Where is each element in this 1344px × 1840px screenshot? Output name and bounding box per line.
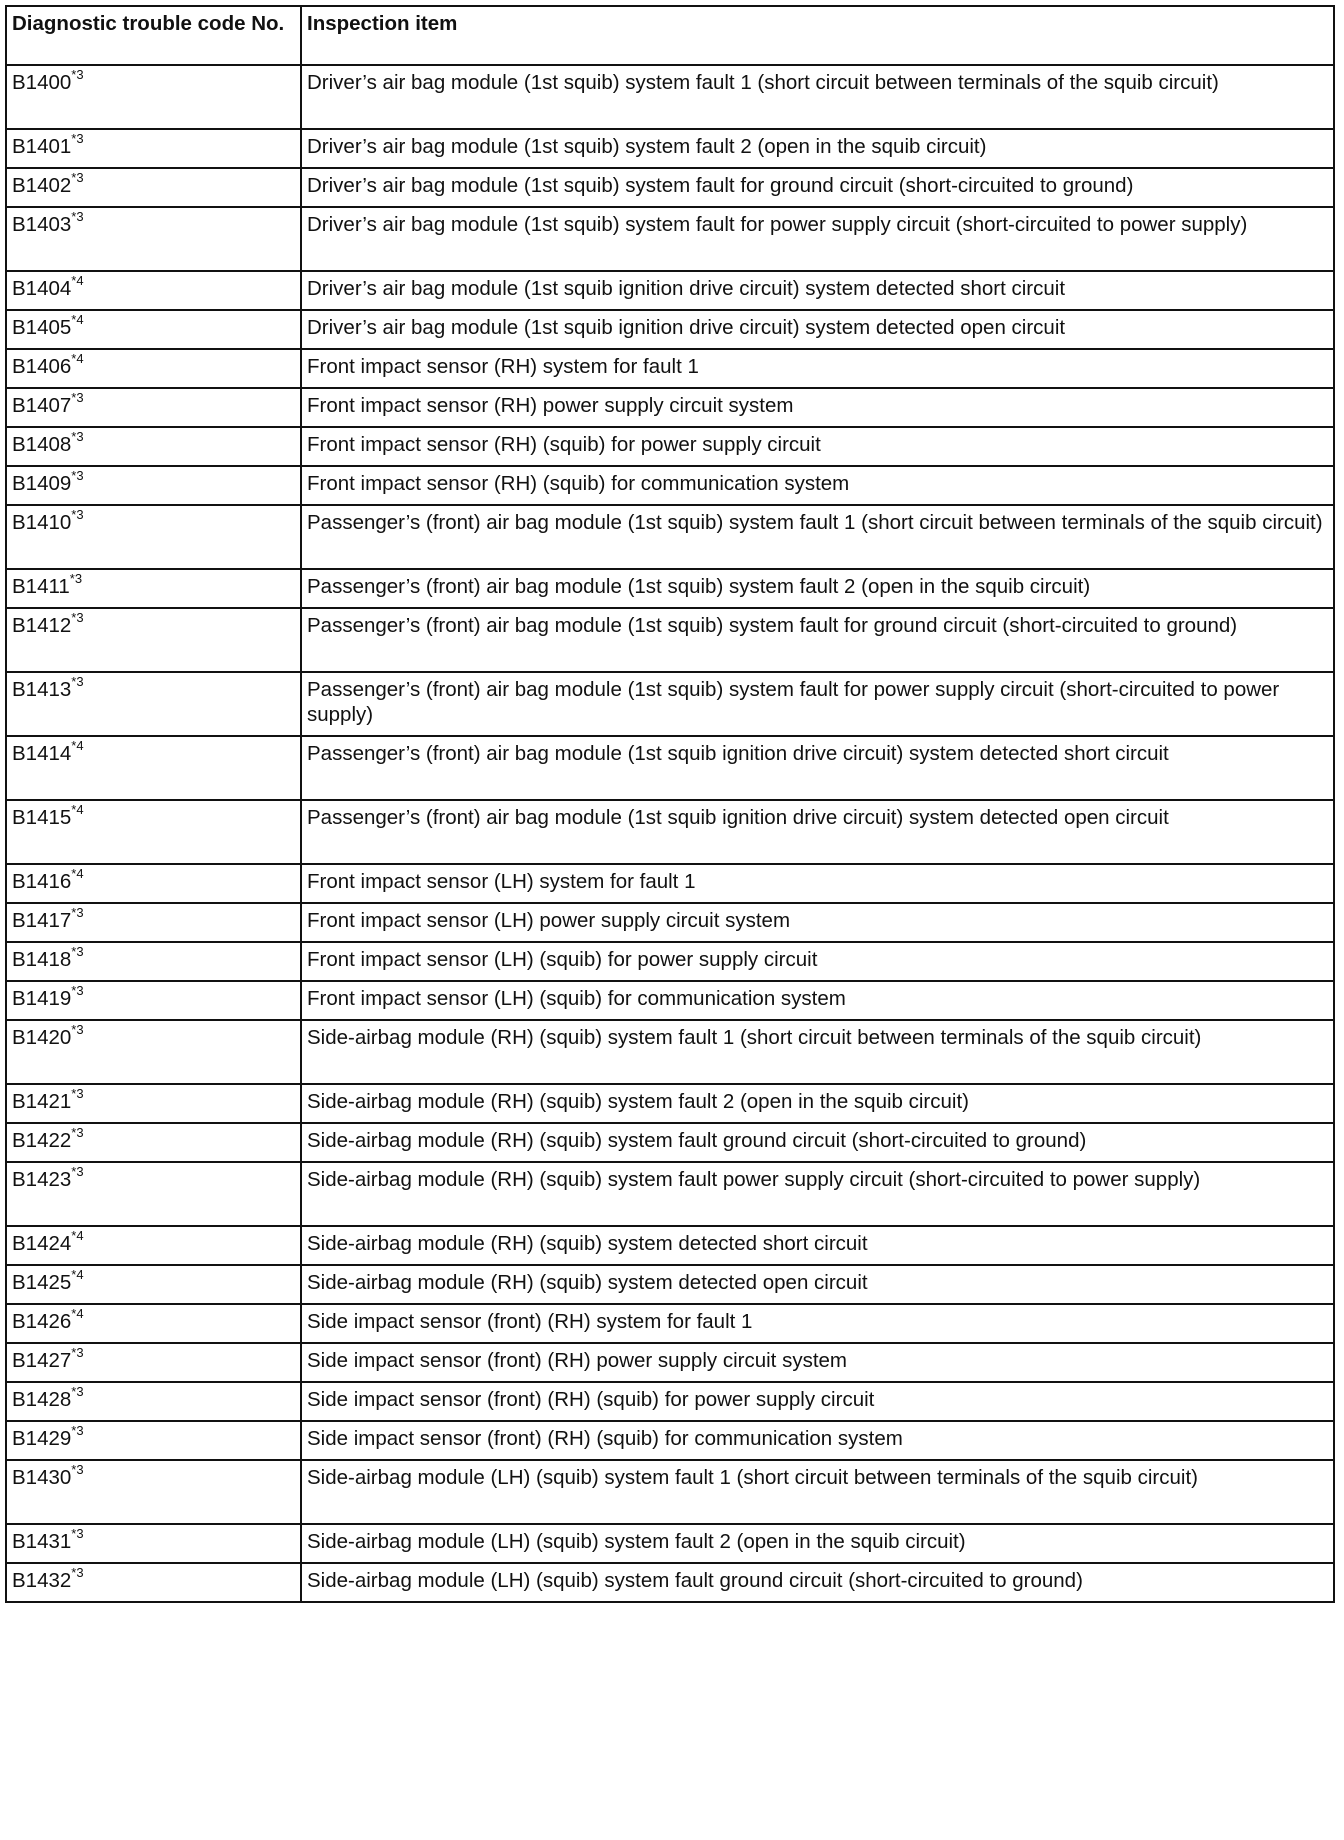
inspection-item: Side impact sensor (front) (RH) (squib) for power supply circuit — [301, 1382, 1334, 1421]
dtc-code-cell — [6, 1343, 301, 1382]
dtc-code: B1424 — [12, 1232, 72, 1255]
inspection-item: Side-airbag module (RH) (squib) system fault 1 (short circuit between terminals of the squib circuit) — [301, 1020, 1334, 1084]
inspection-item: Driver’s air bag module (1st squib ignition drive circuit) system detected short circuit — [301, 271, 1334, 310]
table-row — [6, 129, 1334, 168]
inspection-item: Side-airbag module (RH) (squib) system fault 2 (open in the squib circuit) — [301, 1084, 1334, 1123]
footnote-marker: *4 — [71, 312, 84, 328]
table-row — [6, 388, 1334, 427]
dtc-code-cell — [6, 207, 301, 271]
footnote-marker: *3 — [71, 1565, 84, 1581]
dtc-code-cell — [6, 1226, 301, 1265]
inspection-item: Driver’s air bag module (1st squib ignition drive circuit) system detected open circuit — [301, 310, 1334, 349]
inspection-item: Front impact sensor (LH) (squib) for power supply circuit — [301, 942, 1334, 981]
dtc-code: B1405 — [12, 316, 72, 339]
footnote-marker: *3 — [71, 170, 84, 186]
footnote-marker: *3 — [71, 674, 84, 690]
dtc-code: B1421 — [12, 1090, 72, 1113]
inspection-item: Front impact sensor (LH) (squib) for communication system — [301, 981, 1334, 1020]
table-body — [6, 65, 1334, 1602]
dtc-code: B1412 — [12, 614, 72, 637]
dtc-code: B1415 — [12, 806, 72, 829]
dtc-code: B1417 — [12, 909, 72, 932]
table-row — [6, 1304, 1334, 1343]
inspection-item: Passenger’s (front) air bag module (1st squib) system fault 1 (short circuit between terminals of the squib circuit) — [301, 505, 1334, 569]
inspection-item: Driver’s air bag module (1st squib) system fault for power supply circuit (short-circuited to power supply) — [301, 207, 1334, 271]
dtc-code: B1429 — [12, 1427, 72, 1450]
dtc-code-cell — [6, 1084, 301, 1123]
dtc-code: B1411 — [12, 575, 70, 598]
table-row — [6, 864, 1334, 903]
footnote-marker: *3 — [71, 507, 84, 523]
table-row — [6, 427, 1334, 466]
inspection-item: Front impact sensor (LH) system for fault 1 — [301, 864, 1334, 903]
inspection-item: Passenger’s (front) air bag module (1st squib ignition drive circuit) system detected short circuit — [301, 736, 1334, 800]
dtc-code: B1413 — [12, 678, 72, 701]
inspection-item: Side-airbag module (RH) (squib) system detected short circuit — [301, 1226, 1334, 1265]
table-row — [6, 1563, 1334, 1602]
inspection-item: Side-airbag module (LH) (squib) system fault 2 (open in the squib circuit) — [301, 1524, 1334, 1563]
inspection-item: Driver’s air bag module (1st squib) system fault 2 (open in the squib circuit) — [301, 129, 1334, 168]
dtc-code: B1419 — [12, 987, 72, 1010]
dtc-table — [5, 5, 1335, 1603]
table-row — [6, 736, 1334, 800]
footnote-marker: *3 — [69, 571, 83, 587]
dtc-code-cell — [6, 672, 301, 736]
table-row — [6, 1343, 1334, 1382]
dtc-code-cell — [6, 1304, 301, 1343]
footnote-marker: *4 — [71, 273, 84, 289]
table-row — [6, 1382, 1334, 1421]
footnote-marker: *3 — [71, 610, 84, 626]
inspection-item: Driver’s air bag module (1st squib) system fault for ground circuit (short-circuited to ground) — [301, 168, 1334, 207]
dtc-code-cell — [6, 310, 301, 349]
dtc-code-cell — [6, 981, 301, 1020]
table-row — [6, 65, 1334, 129]
table-row — [6, 1162, 1334, 1226]
dtc-code: B1414 — [12, 742, 72, 765]
dtc-code-cell — [6, 466, 301, 505]
dtc-code: B1432 — [12, 1569, 72, 1592]
dtc-code-cell — [6, 129, 301, 168]
table-row — [6, 1524, 1334, 1563]
inspection-item: Side impact sensor (front) (RH) power supply circuit system — [301, 1343, 1334, 1382]
table-row — [6, 1123, 1334, 1162]
dtc-code: B1422 — [12, 1129, 72, 1152]
dtc-code: B1410 — [12, 511, 72, 534]
dtc-code-cell — [6, 1123, 301, 1162]
inspection-item: Passenger’s (front) air bag module (1st squib) system fault 2 (open in the squib circuit) — [301, 569, 1334, 608]
dtc-code-cell — [6, 1020, 301, 1084]
inspection-item: Front impact sensor (LH) power supply circuit system — [301, 903, 1334, 942]
dtc-code: B1408 — [12, 433, 72, 456]
table-row — [6, 271, 1334, 310]
inspection-item: Front impact sensor (RH) system for fault 1 — [301, 349, 1334, 388]
dtc-code-cell — [6, 427, 301, 466]
dtc-code-cell — [6, 1460, 301, 1524]
dtc-code: B1407 — [12, 394, 72, 417]
table-row — [6, 1020, 1334, 1084]
dtc-code-cell — [6, 168, 301, 207]
dtc-code-cell — [6, 271, 301, 310]
footnote-marker: *3 — [71, 209, 84, 225]
footnote-marker: *3 — [71, 1164, 84, 1180]
table-row — [6, 1226, 1334, 1265]
table-row — [6, 505, 1334, 569]
footnote-marker: *3 — [71, 944, 84, 960]
table-row — [6, 168, 1334, 207]
dtc-code-cell — [6, 608, 301, 672]
table-row — [6, 800, 1334, 864]
dtc-code-cell — [6, 1162, 301, 1226]
dtc-code-cell — [6, 800, 301, 864]
footnote-marker: *3 — [71, 1384, 84, 1400]
dtc-code: B1430 — [12, 1466, 72, 1489]
inspection-item: Side-airbag module (RH) (squib) system fault ground circuit (short-circuited to ground) — [301, 1123, 1334, 1162]
dtc-code-cell — [6, 903, 301, 942]
footnote-marker: *3 — [71, 468, 84, 484]
table-row — [6, 466, 1334, 505]
dtc-code: B1418 — [12, 948, 72, 971]
table-row — [6, 1265, 1334, 1304]
table-row — [6, 608, 1334, 672]
dtc-code: B1428 — [12, 1388, 72, 1411]
inspection-item: Side-airbag module (LH) (squib) system fault ground circuit (short-circuited to ground) — [301, 1563, 1334, 1602]
dtc-code: B1400 — [12, 71, 72, 94]
dtc-code: B1409 — [12, 472, 72, 495]
table-row — [6, 903, 1334, 942]
dtc-code-cell — [6, 388, 301, 427]
inspection-item: Front impact sensor (RH) power supply circuit system — [301, 388, 1334, 427]
table-row — [6, 569, 1334, 608]
dtc-code-cell — [6, 736, 301, 800]
dtc-code-cell — [6, 65, 301, 129]
dtc-code: B1416 — [12, 870, 72, 893]
inspection-item: Passenger’s (front) air bag module (1st squib) system fault for ground circuit (short-circuited to ground) — [301, 608, 1334, 672]
footnote-marker: *3 — [71, 1526, 84, 1542]
inspection-item: Side impact sensor (front) (RH) (squib) for communication system — [301, 1421, 1334, 1460]
table-row — [6, 942, 1334, 981]
dtc-code-cell — [6, 1421, 301, 1460]
dtc-code-cell — [6, 1382, 301, 1421]
dtc-code-cell — [6, 864, 301, 903]
dtc-code: B1427 — [12, 1349, 72, 1372]
footnote-marker: *3 — [71, 1086, 84, 1102]
inspection-item: Front impact sensor (RH) (squib) for power supply circuit — [301, 427, 1334, 466]
inspection-item: Passenger’s (front) air bag module (1st squib ignition drive circuit) system detected open circuit — [301, 800, 1334, 864]
footnote-marker: *4 — [71, 866, 84, 882]
footnote-marker: *4 — [71, 1228, 84, 1244]
footnote-marker: *3 — [71, 1423, 84, 1439]
table-row — [6, 1084, 1334, 1123]
dtc-code: B1431 — [12, 1530, 72, 1553]
footnote-marker: *3 — [71, 131, 84, 147]
dtc-code: B1426 — [12, 1310, 72, 1333]
footnote-marker: *3 — [71, 390, 84, 406]
inspection-item: Driver’s air bag module (1st squib) system fault 1 (short circuit between terminals of the squib circuit) — [301, 65, 1334, 129]
dtc-code: B1423 — [12, 1168, 72, 1191]
dtc-code-cell — [6, 942, 301, 981]
dtc-code-cell — [6, 505, 301, 569]
inspection-item: Side-airbag module (RH) (squib) system fault power supply circuit (short-circuited to power supply) — [301, 1162, 1334, 1226]
footnote-marker: *3 — [71, 1022, 84, 1038]
footnote-marker: *3 — [71, 1462, 84, 1478]
inspection-item: Side impact sensor (front) (RH) system for fault 1 — [301, 1304, 1334, 1343]
footnote-marker: *3 — [71, 905, 84, 921]
table-row — [6, 207, 1334, 271]
footnote-marker: *4 — [71, 738, 84, 754]
dtc-code-cell — [6, 1563, 301, 1602]
header-code: Diagnostic trouble code No. — [6, 6, 301, 65]
footnote-marker: *4 — [71, 1306, 84, 1322]
inspection-item: Side-airbag module (RH) (squib) system detected open circuit — [301, 1265, 1334, 1304]
footnote-marker: *4 — [71, 351, 84, 367]
dtc-code: B1401 — [12, 135, 72, 158]
footnote-marker: *4 — [71, 1267, 84, 1283]
dtc-code-cell — [6, 349, 301, 388]
table-row — [6, 1421, 1334, 1460]
footnote-marker: *3 — [71, 1125, 84, 1141]
table-row — [6, 310, 1334, 349]
dtc-code-cell — [6, 569, 301, 608]
footnote-marker: *3 — [71, 983, 84, 999]
dtc-code: B1406 — [12, 355, 72, 378]
inspection-item: Front impact sensor (RH) (squib) for communication system — [301, 466, 1334, 505]
dtc-code: B1420 — [12, 1026, 72, 1049]
footnote-marker: *3 — [71, 429, 84, 445]
table-row — [6, 981, 1334, 1020]
table-row — [6, 349, 1334, 388]
inspection-item: Side-airbag module (LH) (squib) system fault 1 (short circuit between terminals of the squib circuit) — [301, 1460, 1334, 1524]
header-inspection-item: Inspection item — [301, 6, 1334, 65]
dtc-code: B1402 — [12, 174, 72, 197]
footnote-marker: *3 — [71, 67, 84, 83]
inspection-item: Passenger’s (front) air bag module (1st squib) system fault for power supply circuit (short-circuited to power supply) — [301, 672, 1334, 736]
footnote-marker: *4 — [71, 802, 84, 818]
table-row — [6, 672, 1334, 736]
dtc-code: B1404 — [12, 277, 72, 300]
dtc-code-cell — [6, 1524, 301, 1563]
dtc-code-cell — [6, 1265, 301, 1304]
header-row — [6, 6, 1334, 65]
dtc-code: B1403 — [12, 213, 72, 236]
footnote-marker: *3 — [71, 1345, 84, 1361]
dtc-code: B1425 — [12, 1271, 72, 1294]
table-row — [6, 1460, 1334, 1524]
